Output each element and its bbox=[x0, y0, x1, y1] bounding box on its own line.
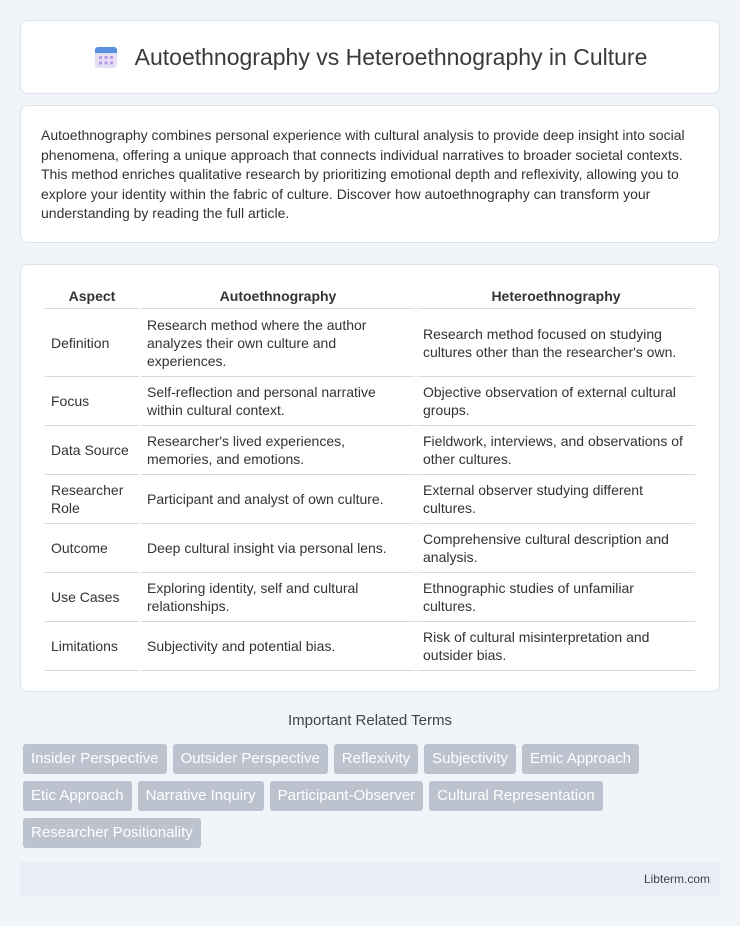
term-tag[interactable]: Researcher Positionality bbox=[23, 818, 201, 848]
heteroethnography-cell: Ethnographic studies of unfamiliar cultures. bbox=[417, 573, 695, 622]
term-tag[interactable]: Subjectivity bbox=[424, 744, 516, 774]
term-tag[interactable]: Cultural Representation bbox=[429, 781, 603, 811]
footer bbox=[20, 862, 720, 896]
aspect-cell: Outcome bbox=[45, 524, 139, 573]
term-tag[interactable]: Reflexivity bbox=[334, 744, 418, 774]
heteroethnography-cell: Risk of cultural misinterpretation and outsider bias. bbox=[417, 622, 695, 671]
footer-link[interactable]: Libterm.com bbox=[643, 872, 710, 886]
intro-card bbox=[20, 105, 720, 243]
aspect-cell: Researcher Role bbox=[45, 475, 139, 524]
heteroethnography-cell: Objective observation of external cultural groups. bbox=[417, 377, 695, 426]
aspect-cell: Data Source bbox=[45, 426, 139, 475]
intro-text: Autoethnography combines personal experience with cultural analysis to provide deep insight into social phenomena, offering a unique approach that connects individual narratives to broader societal contexts. This method enriches qualitative research by prioritizing emotional depth and reflexivity, allowing you to explore your identity within the fabric of culture. Discover how autoethnography can transform your understanding by reading the full article. bbox=[41, 127, 685, 222]
heteroethnography-cell: Comprehensive cultural description and analysis. bbox=[417, 524, 695, 573]
autoethnography-cell: Deep cultural insight via personal lens. bbox=[141, 524, 415, 573]
header-card bbox=[20, 20, 720, 94]
autoethnography-cell: Research method where the author analyzes their own culture and experiences. bbox=[141, 309, 415, 377]
term-tag[interactable]: Insider Perspective bbox=[23, 744, 167, 774]
header-heteroethnography: Heteroethnography bbox=[417, 285, 695, 309]
heteroethnography-cell: External observer studying different cultures. bbox=[417, 475, 695, 524]
term-tag[interactable]: Emic Approach bbox=[522, 744, 639, 774]
table-row bbox=[45, 377, 695, 426]
table-row bbox=[45, 309, 695, 377]
table-row bbox=[45, 573, 695, 622]
table-row bbox=[45, 475, 695, 524]
heteroethnography-cell: Fieldwork, interviews, and observations of other cultures. bbox=[417, 426, 695, 475]
header-autoethnography: Autoethnography bbox=[141, 285, 415, 309]
autoethnography-cell: Participant and analyst of own culture. bbox=[141, 475, 415, 524]
term-tag[interactable]: Participant-Observer bbox=[270, 781, 424, 811]
autoethnography-cell: Subjectivity and potential bias. bbox=[141, 622, 415, 671]
related-terms-list bbox=[23, 744, 703, 848]
aspect-cell: Limitations bbox=[45, 622, 139, 671]
term-tag[interactable]: Etic Approach bbox=[23, 781, 132, 811]
aspect-cell: Use Cases bbox=[45, 573, 139, 622]
table-row bbox=[45, 524, 695, 573]
autoethnography-cell: Self-reflection and personal narrative within cultural context. bbox=[141, 377, 415, 426]
heteroethnography-cell: Research method focused on studying cultures other than the researcher's own. bbox=[417, 309, 695, 377]
term-tag[interactable]: Narrative Inquiry bbox=[138, 781, 264, 811]
autoethnography-cell: Researcher's lived experiences, memories, and emotions. bbox=[141, 426, 415, 475]
comparison-table-card bbox=[20, 264, 720, 692]
aspect-cell: Definition bbox=[45, 309, 139, 377]
header-aspect: Aspect bbox=[45, 285, 139, 309]
page-title: Autoethnography vs Heteroethnography in Culture bbox=[134, 43, 648, 70]
comparison-table bbox=[43, 285, 697, 671]
term-tag[interactable]: Outsider Perspective bbox=[173, 744, 328, 774]
table-row bbox=[45, 426, 695, 475]
aspect-cell: Focus bbox=[45, 377, 139, 426]
table-row bbox=[45, 622, 695, 671]
calendar-grid-icon bbox=[93, 44, 119, 70]
autoethnography-cell: Exploring identity, self and cultural relationships. bbox=[141, 573, 415, 622]
related-terms-title: Important Related Terms bbox=[288, 712, 452, 729]
